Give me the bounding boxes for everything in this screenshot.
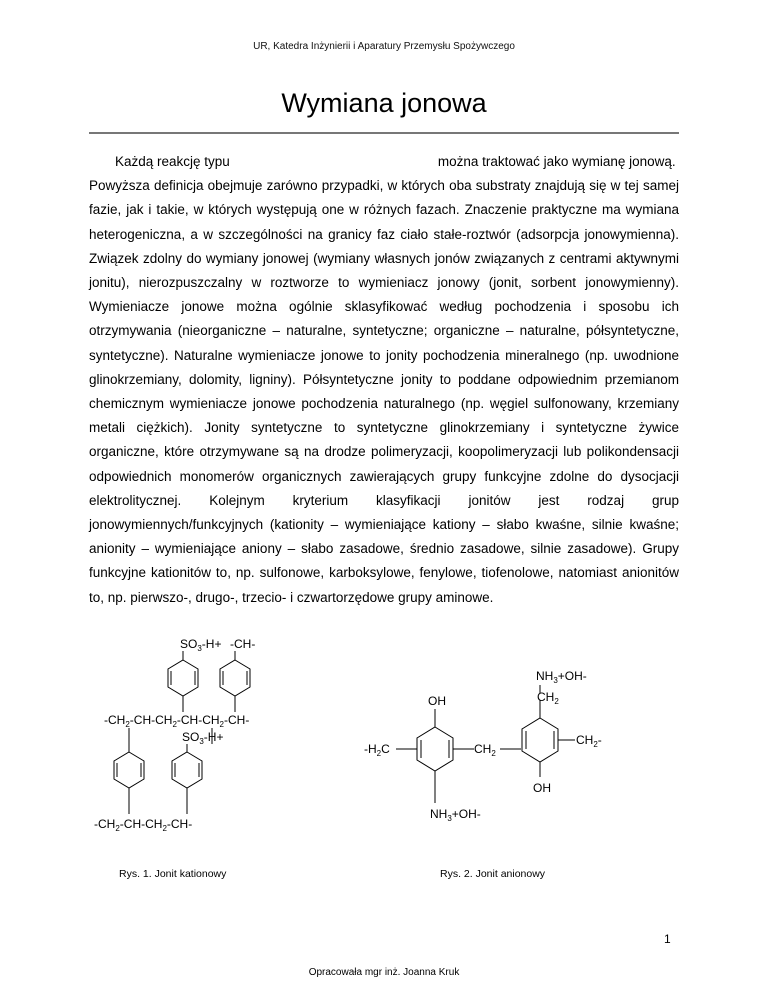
page-title: Wymiana jonowa — [281, 88, 487, 118]
benzene-ring — [114, 752, 144, 788]
ch-label: -CH- — [230, 637, 256, 651]
page-number: 1 — [664, 932, 671, 946]
main-paragraph: Powyższa definicja obejmuje zarówno przypadki, w których oba substraty znajdują się w tej samej fazie, jak i takie, w których występują one w różnych fazach. Znaczenie praktyczne ma wymiana heterogeniczna, a w szczególności na granicy faz ciało stałe-roztwór (adsorpcja jonowymienna). Związek zdolny do wymiany jonowej (wymiany własnych jonów związanych z centrami aktywnymi jonitu), nierozpuszczalny w roztworze to wymieniacz jonowy (jonit, sorbent jonowymienny). Wymieniacze jonowe można ogólnie sklasyfikować według pochodzenia i sposobu ich otrzymywania (nieorganiczne – naturalne, syntetyczne; organiczne – naturalne, półsyntetyczne, syntetyczne). Naturalne wymieniacze jonowe to jonity pochodzenia mineralnego (np. uwodnione glinokrzemiany, dolomity, ligniny). Półsyntetyczne jonity to poddane odpowiednim przemianom chemicznym wymieniacze jonowe pochodzenia naturalnego (np. węgiel sulfonowany, krzemiany metali ciężkich). Jonity syntetyczne to syntetyczne glinokrzemiany i syntetyczne żywice organiczne, które otrzymywane są na drodze polimeryzacji, koopolimeryzacji lub polikondensacji odpowiednich monomerów organicznych zawierających grupy funkcyjne zdolne do dysocjacji elektrolitycznej. Kolejnym kryterium klasyfikacji jonitów jest rodzaj grup jonowymiennych/funkcyjnych (kationity – wymieniające kationy – słabo kwaśne, silnie kwaśne; anionity – wymieniające aniony – słabo zasadowe, średnio zasadowe, silnie zasadowe). Grupy funkcyjne kationitów to, np. sulfonowe, karboksylowe, fenylowe, tiofenolowe, natomiast anionitów to, np. pierwszo-, drugo-, trzecio- i czwartorzędowe grupy aminowe. — [89, 178, 679, 605]
figure-2-caption: Rys. 2. Jonit anionowy — [440, 868, 546, 880]
benzene-ring — [172, 752, 202, 788]
hydroxyl-label: OH — [428, 694, 446, 708]
intro-line — [89, 150, 679, 174]
intro-right: można traktować jako wymianę jonową. — [437, 154, 676, 169]
anion-exchanger-diagram — [360, 665, 620, 830]
figure-1-caption: Rys. 1. Jonit kationowy — [119, 868, 227, 880]
methylene-label: $-H_2C$ — [364, 742, 390, 758]
benzene-ring — [417, 727, 453, 771]
methylene-label: $CH_2$ — [474, 742, 496, 758]
body-text — [89, 150, 679, 610]
polymer-chain-label: $-CH_2-CH-CH_2-CH-CH_2-CH-$ — [104, 713, 250, 729]
ammonium-group-label: $NH_3+OH-$ — [430, 807, 481, 823]
benzene-ring — [522, 718, 558, 762]
title-divider — [89, 132, 679, 134]
benzene-ring — [220, 660, 250, 696]
cation-exchanger-diagram — [94, 632, 294, 832]
intro-left: Każdą reakcję typu — [115, 154, 230, 169]
page-footer: Opracowała mgr inż. Joanna Kruk — [308, 967, 460, 978]
sulfonic-group-label: $SO_3-H+$ — [180, 637, 222, 653]
hydroxyl-label: OH — [533, 781, 551, 795]
ammonium-group-label: $NH_3+OH-$ — [536, 669, 587, 685]
methylene-label: $CH_2$ — [537, 690, 559, 706]
page-header: UR, Katedra Inżynierii i Aparatury Przemysłu Spożywczego — [253, 41, 515, 52]
sulfonic-group-label: $SO_3-H+$ — [182, 730, 224, 746]
methylene-label: $CH_2-$ — [576, 733, 602, 749]
polymer-chain-label: $-CH_2-CH-CH_2-CH-$ — [94, 817, 193, 832]
benzene-ring — [168, 660, 198, 696]
